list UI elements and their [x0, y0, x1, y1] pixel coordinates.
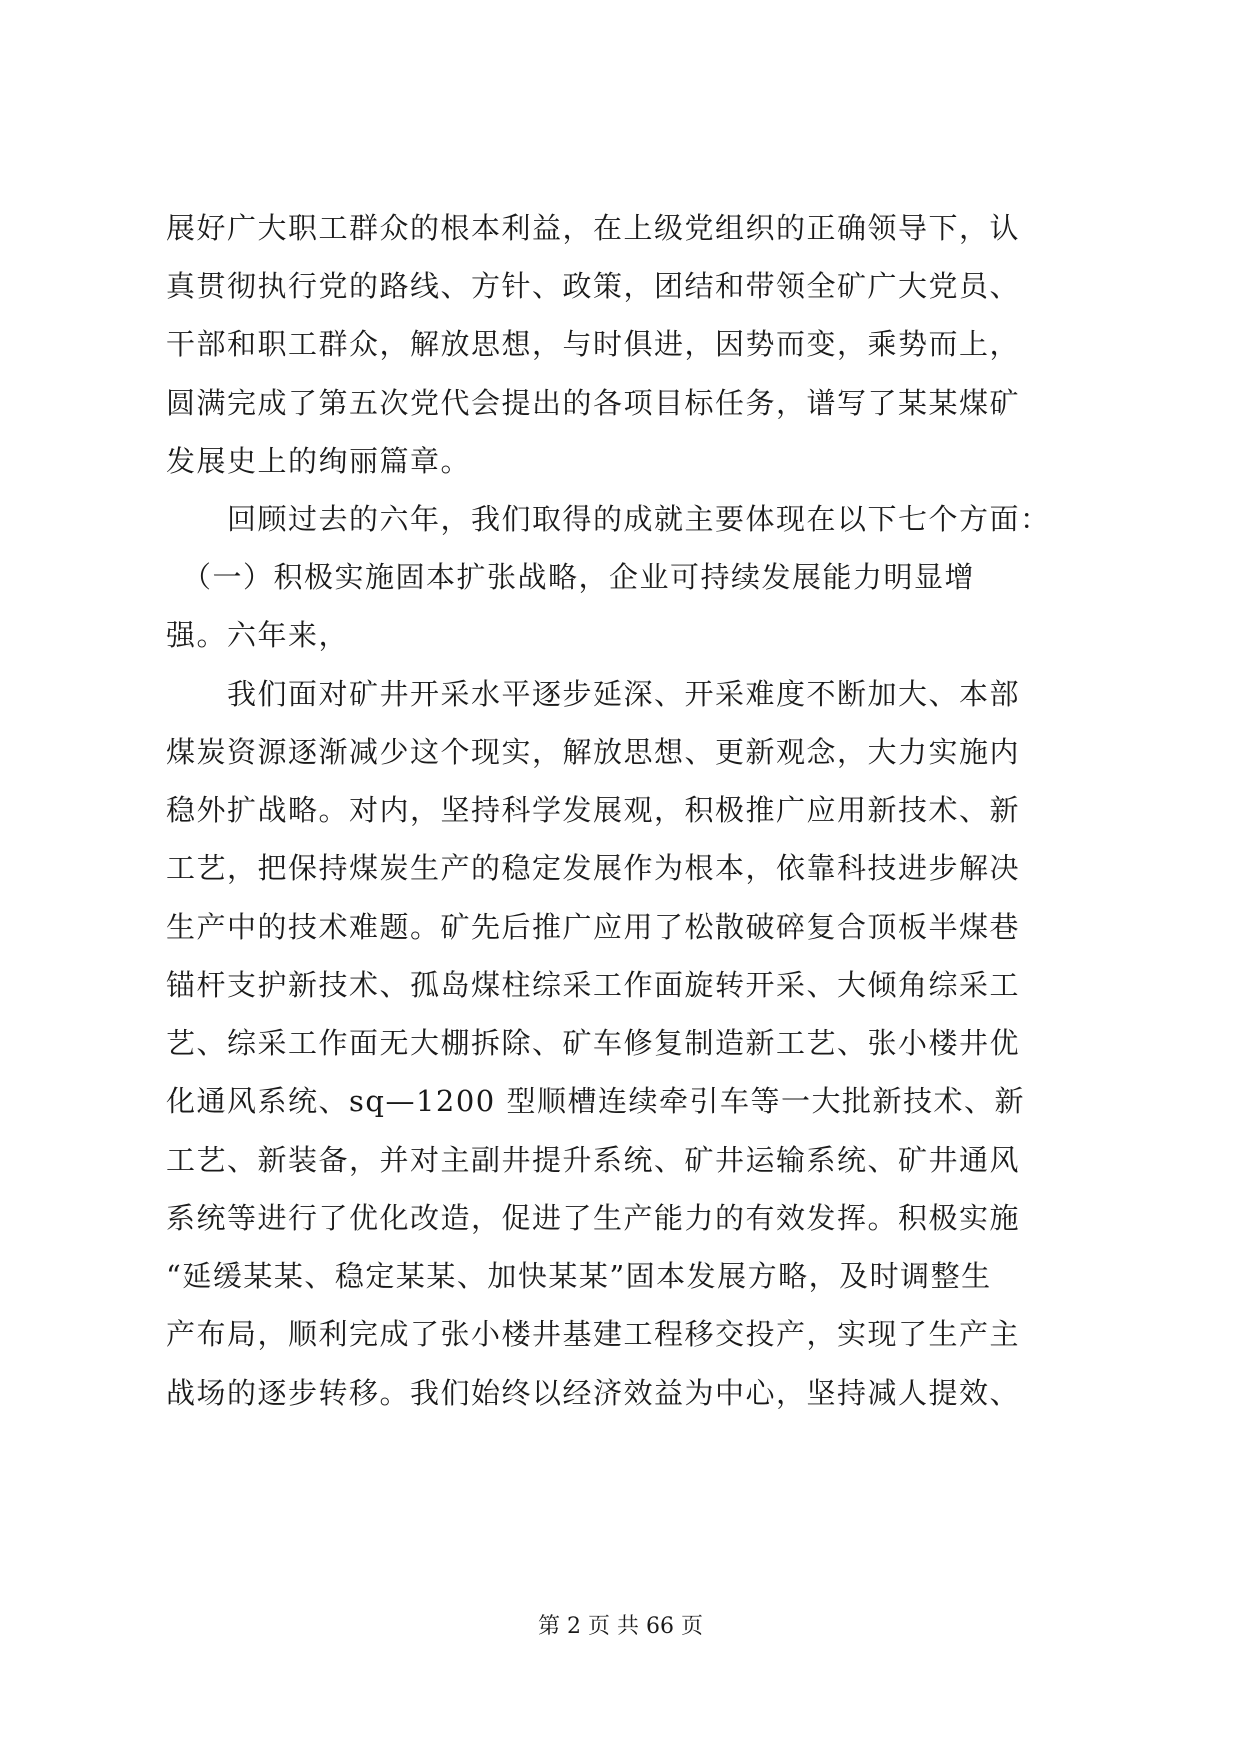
page-footer: 第 2 页 共 66 页 — [538, 1614, 703, 1639]
text-line: 锚杆支护新技术、孤岛煤柱综采工作面旋转开采、大倾角综采工 — [166, 968, 1021, 1002]
section-heading: （一）积极实施固本扩张战略，企业可持续发展能力明显增 — [166, 560, 976, 594]
text-line: 圆满完成了第五次党代会提出的各项目标任务，谱写了某某煤矿 — [166, 386, 1021, 420]
text-line: 产布局，顺利完成了张小楼井基建工程移交投产，实现了生产主 — [166, 1317, 1021, 1351]
text-line: 稳外扩战略。对内，坚持科学发展观，积极推广应用新技术、新 — [166, 793, 1021, 827]
text-line: 化通风系统、sq—1200 型顺槽连续牵引车等一大批新技术、新 — [166, 1084, 1025, 1118]
text-line: 真贯彻执行党的路线、方针、政策，团结和带领全矿广大党员、 — [166, 269, 1021, 303]
text-line: 回顾过去的六年，我们取得的成就主要体现在以下七个方面： — [166, 502, 1051, 536]
text-line: 工艺，把保持煤炭生产的稳定发展作为根本，依靠科技进步解决 — [166, 851, 1021, 885]
text-line: 发展史上的绚丽篇章。 — [166, 444, 472, 478]
text-line: 战场的逐步转移。我们始终以经济效益为中心，坚持减人提效、 — [166, 1376, 1021, 1410]
text-line: “延缓某某、稳定某某、加快某某”固本发展方略，及时调整生 — [166, 1259, 992, 1293]
text-line: 强。六年来， — [166, 618, 350, 652]
text-line: 展好广大职工群众的根本利益，在上级党组织的正确领导下，认 — [166, 211, 1021, 245]
text-line: 干部和职工群众，解放思想，与时俱进，因势而变，乘势而上， — [166, 327, 1021, 361]
text-line: 系统等进行了优化改造，促进了生产能力的有效发挥。积极实施 — [166, 1201, 1021, 1235]
text-line: 我们面对矿井开采水平逐步延深、开采难度不断加大、本部 — [166, 677, 1021, 711]
text-line: 工艺、新装备，并对主副井提升系统、矿井运输系统、矿井通风 — [166, 1143, 1021, 1177]
text-line: 煤炭资源逐渐减少这个现实，解放思想、更新观念，大力实施内 — [166, 735, 1021, 769]
text-line: 生产中的技术难题。矿先后推广应用了松散破碎复合顶板半煤巷 — [166, 910, 1021, 944]
text-line: 艺、综采工作面无大棚拆除、矿车修复制造新工艺、张小楼井优 — [166, 1026, 1021, 1060]
